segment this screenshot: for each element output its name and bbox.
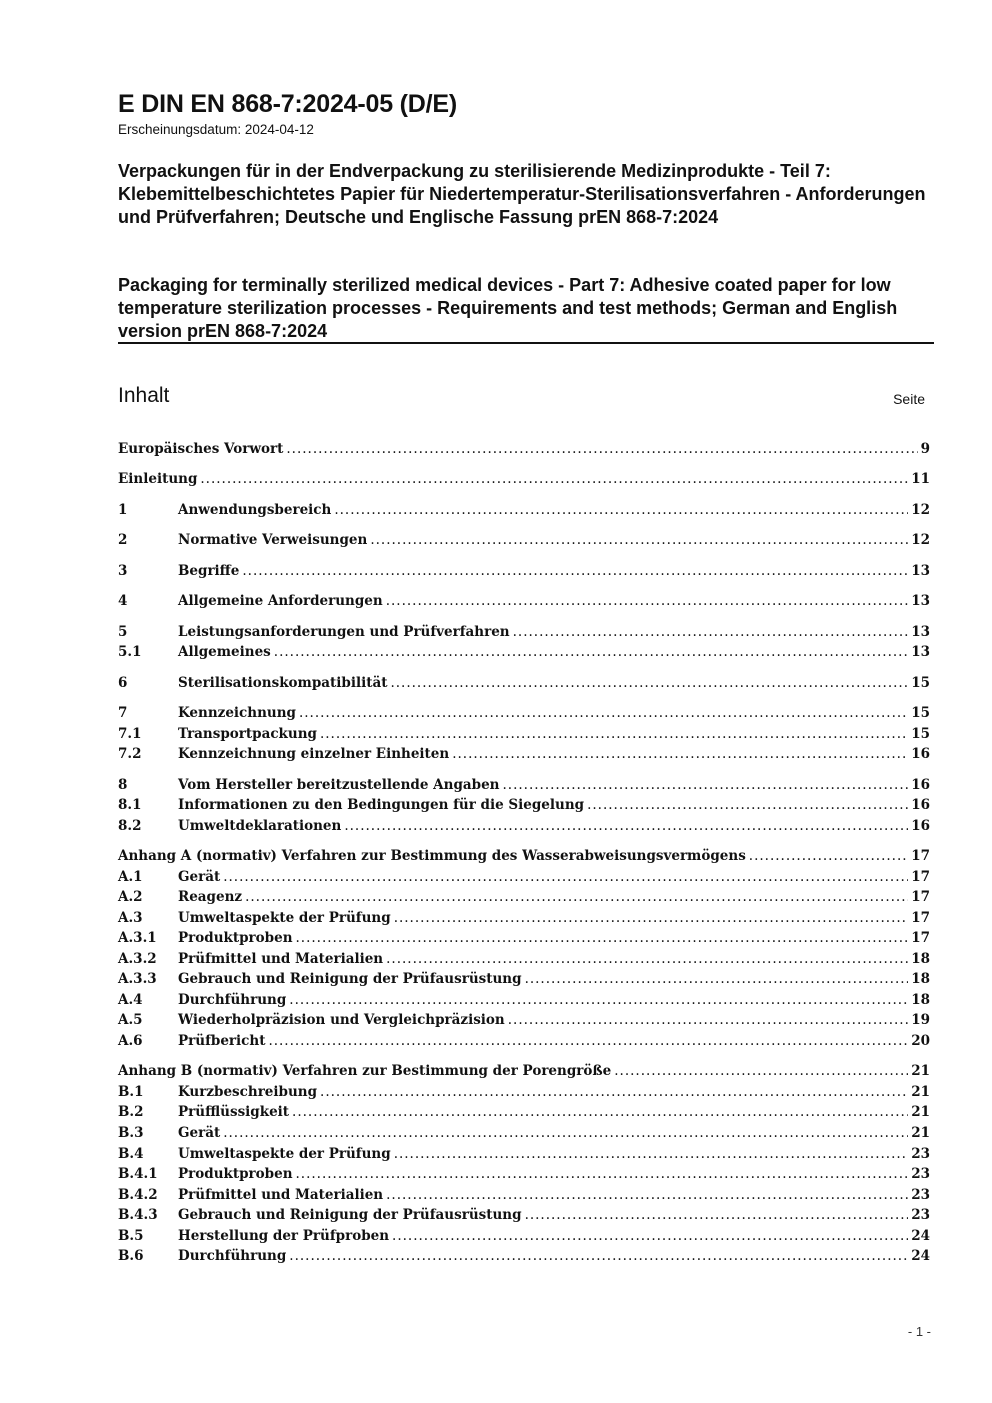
toc-dot-leader xyxy=(386,951,908,967)
toc-entry-number: 6 xyxy=(118,675,128,691)
toc-entry-title: Reagenz xyxy=(178,889,243,905)
toc-entry-title: Herstellung der Prüfproben xyxy=(178,1228,390,1244)
toc-entry-number: 3 xyxy=(118,563,128,579)
title-german: Verpackungen für in der Endverpackung zu sterilisierende Medizinprodukte - Teil 7: Klebemittelbeschichtetes Papier für Niedertemperatur-Sterilisationsverfahren - Anforderungen und Prüfverfahren; Deutsche und Englische Fassung prEN 868-7:2024 xyxy=(118,161,926,227)
toc-entry-page: 16 xyxy=(911,746,930,762)
toc-entry[interactable] xyxy=(118,593,930,613)
toc-entry[interactable] xyxy=(118,705,930,725)
toc-dot-leader xyxy=(344,818,908,834)
document-id: E DIN EN 868-7:2024-05 (D/E) xyxy=(118,90,457,118)
toc-entry[interactable] xyxy=(118,869,930,889)
toc-entry-page: 21 xyxy=(911,1063,930,1079)
toc-entry-title: Begriffe xyxy=(178,563,240,579)
toc-dot-leader xyxy=(296,1166,909,1182)
toc-entry-number: B.1 xyxy=(118,1084,144,1100)
toc-dot-leader xyxy=(289,992,908,1008)
toc-entry[interactable] xyxy=(118,726,930,746)
toc-entry-number: 7 xyxy=(118,705,128,721)
toc-entry[interactable] xyxy=(118,675,930,695)
toc-entry[interactable] xyxy=(118,797,930,817)
toc-dot-leader xyxy=(386,1187,908,1203)
toc-dot-leader xyxy=(513,624,909,640)
toc-entry-number: 4 xyxy=(118,593,128,609)
toc-entry-title: Kurzbeschreibung xyxy=(178,1084,318,1100)
toc-entry[interactable] xyxy=(118,1125,930,1145)
toc-dot-leader xyxy=(268,1033,908,1049)
toc-entry[interactable] xyxy=(118,1146,930,1166)
toc-dot-leader xyxy=(299,705,908,721)
toc-entry-number: A.5 xyxy=(118,1012,143,1028)
toc-entry-page: 13 xyxy=(911,624,930,640)
toc-dot-leader xyxy=(508,1012,908,1028)
toc-entry-number: 7.2 xyxy=(118,746,142,762)
toc-entry-page: 12 xyxy=(911,532,930,548)
toc-dot-leader xyxy=(614,1063,908,1079)
toc-entry[interactable] xyxy=(118,746,930,766)
toc-entry-number: 1 xyxy=(118,502,128,518)
toc-dot-leader xyxy=(386,593,909,609)
toc-dot-leader xyxy=(525,1207,909,1223)
toc-entry-number: A.3.2 xyxy=(118,951,157,967)
toc-dot-leader xyxy=(296,930,909,946)
toc-entry[interactable] xyxy=(118,1187,930,1207)
title-english: Packaging for terminally sterilized medical devices - Part 7: Adhesive coated paper for low temperature sterilization processes - Requirements and test methods; German and English version prEN 868-7:2024 xyxy=(118,275,898,341)
toc-entry-title: Umweltaspekte der Prüfung xyxy=(178,910,391,926)
toc-entry[interactable] xyxy=(118,1207,930,1227)
toc-entry-page: 15 xyxy=(911,675,930,691)
toc-entry-number: 8.2 xyxy=(118,818,142,834)
toc-entry-page: 23 xyxy=(911,1187,930,1203)
toc-entry-number: B.3 xyxy=(118,1125,144,1141)
toc-dot-leader xyxy=(292,1104,908,1120)
toc-entry[interactable] xyxy=(118,848,930,868)
toc-entry-page: 17 xyxy=(911,848,930,864)
toc-entry-page: 18 xyxy=(911,971,930,987)
toc-entry-page: 18 xyxy=(911,951,930,967)
toc-entry-page: 13 xyxy=(911,563,930,579)
toc-entry-title: Allgemeines xyxy=(178,644,271,660)
toc-entry-title: Normative Verweisungen xyxy=(178,532,368,548)
toc-entry-title: Prüfmittel und Materialien xyxy=(178,951,384,967)
toc-entry[interactable] xyxy=(118,777,930,797)
toc-entry-page: 23 xyxy=(911,1207,930,1223)
toc-entry-page: 24 xyxy=(911,1248,930,1264)
toc-entry-page: 19 xyxy=(911,1012,930,1028)
toc-dot-leader xyxy=(274,644,908,660)
toc-entry-number: B.6 xyxy=(118,1248,144,1264)
toc-entry-title: Transportpackung xyxy=(178,726,317,742)
toc-entry-number: A.3.1 xyxy=(118,930,157,946)
toc-entry-number: 8.1 xyxy=(118,797,142,813)
toc-entry-page: 16 xyxy=(911,797,930,813)
toc-entry-number: 7.1 xyxy=(118,726,142,742)
toc-entry-number: 5 xyxy=(118,624,128,640)
toc-entry-page: 17 xyxy=(911,869,930,885)
toc-entry-page: 9 xyxy=(920,441,930,457)
toc-entry[interactable] xyxy=(118,1033,930,1053)
toc-entry-title: Gerät xyxy=(178,1125,221,1141)
toc-entry-title: Umweltdeklarationen xyxy=(178,818,342,834)
toc-entry[interactable] xyxy=(118,1248,930,1268)
toc-entry[interactable] xyxy=(118,1084,930,1104)
toc-entry[interactable] xyxy=(118,441,930,461)
toc-entry[interactable] xyxy=(118,992,930,1012)
toc-dot-leader xyxy=(200,471,908,487)
toc-entry-title: Prüfbericht xyxy=(178,1033,266,1049)
toc-entry-number: B.4 xyxy=(118,1146,144,1162)
toc-entry-title: Kennzeichnung einzelner Einheiten xyxy=(178,746,450,762)
toc-entry-title: Produktproben xyxy=(178,1166,293,1182)
toc-entry-title: Leistungsanforderungen und Prüfverfahren xyxy=(178,624,510,640)
toc-entry[interactable] xyxy=(118,910,930,930)
toc-dot-leader xyxy=(390,675,908,691)
toc-entry-title: Umweltaspekte der Prüfung xyxy=(178,1146,391,1162)
toc-dot-leader xyxy=(242,563,908,579)
toc-entry-page: 20 xyxy=(911,1033,930,1049)
toc-entry-page: 11 xyxy=(911,471,930,487)
toc-entry-number: A.1 xyxy=(118,869,143,885)
toc-entry-page: 12 xyxy=(911,502,930,518)
toc-entry-page: 17 xyxy=(911,910,930,926)
toc-dot-leader xyxy=(223,869,908,885)
toc-entry-page: 13 xyxy=(911,593,930,609)
toc-entry-title: Informationen zu den Bedingungen für die Siegelung xyxy=(178,797,585,813)
footer-page-number: - 1 - xyxy=(907,1324,931,1339)
toc-entry-title: Gerät xyxy=(178,869,221,885)
toc-dot-leader xyxy=(320,726,908,742)
toc-entry-page: 16 xyxy=(911,818,930,834)
toc-dot-leader xyxy=(502,777,908,793)
toc-entry-title: Kennzeichnung xyxy=(178,705,296,721)
toc-entry[interactable] xyxy=(118,563,930,583)
toc-entry[interactable] xyxy=(118,532,930,552)
toc-entry-number: B.4.2 xyxy=(118,1187,158,1203)
toc-dot-leader xyxy=(370,532,908,548)
toc-entry-page: 17 xyxy=(911,930,930,946)
toc-dot-leader xyxy=(245,889,908,905)
toc-entry-number: A.3.3 xyxy=(118,971,157,987)
toc-entry-page: 21 xyxy=(911,1125,930,1141)
toc-entry-title: Europäisches Vorwort xyxy=(118,441,284,457)
toc-dot-leader xyxy=(320,1084,908,1100)
toc-entry[interactable] xyxy=(118,471,930,491)
toc-entry-number: B.5 xyxy=(118,1228,144,1244)
toc-entry-page: 21 xyxy=(911,1104,930,1120)
toc-entry[interactable] xyxy=(118,971,930,991)
toc-dot-leader xyxy=(289,1248,908,1264)
toc-dot-leader xyxy=(587,797,908,813)
toc-entry-number: A.2 xyxy=(118,889,143,905)
toc-entry-page: 18 xyxy=(911,992,930,1008)
toc-dot-leader xyxy=(525,971,909,987)
toc-entry-title: Anhang A (normativ) Verfahren zur Bestimmung des Wasserabweisungsvermögens xyxy=(118,848,746,864)
title-divider xyxy=(118,342,934,344)
toc-dot-leader xyxy=(749,848,908,864)
toc-entry-title: Durchführung xyxy=(178,992,287,1008)
toc-dot-leader xyxy=(223,1125,908,1141)
toc-entry-page: 21 xyxy=(911,1084,930,1100)
toc-page-column-label: Seite xyxy=(893,391,925,407)
toc-dot-leader xyxy=(286,441,917,457)
toc-entry-page: 13 xyxy=(911,644,930,660)
toc-entry-number: A.6 xyxy=(118,1033,143,1049)
toc-entry-page: 23 xyxy=(911,1146,930,1162)
toc-entry-number: B.4.3 xyxy=(118,1207,158,1223)
toc-entry[interactable] xyxy=(118,502,930,522)
toc-entry-title: Einleitung xyxy=(118,471,198,487)
toc-entry-title: Sterilisationskompatibilität xyxy=(178,675,388,691)
toc-entry-page: 15 xyxy=(911,726,930,742)
toc-entry[interactable] xyxy=(118,1228,930,1248)
toc-entry[interactable] xyxy=(118,644,930,664)
toc-dot-leader xyxy=(334,502,908,518)
toc-entry-number: 5.1 xyxy=(118,644,142,660)
toc-entry[interactable] xyxy=(118,1166,930,1186)
toc-entry-page: 23 xyxy=(911,1166,930,1182)
toc-entry-title: Anwendungsbereich xyxy=(178,502,332,518)
toc-entry-title: Wiederholpräzision und Vergleichpräzision xyxy=(178,1012,505,1028)
toc-entry-title: Gebrauch und Reinigung der Prüfausrüstung xyxy=(178,971,522,987)
toc-dot-leader xyxy=(394,910,909,926)
toc-entry-page: 15 xyxy=(911,705,930,721)
toc-entry-number: A.3 xyxy=(118,910,143,926)
toc-entry[interactable] xyxy=(118,951,930,971)
toc-entry-number: B.2 xyxy=(118,1104,144,1120)
toc-entry-title: Durchführung xyxy=(178,1248,287,1264)
publication-date: Erscheinungsdatum: 2024-04-12 xyxy=(118,122,314,137)
toc-entry[interactable] xyxy=(118,889,930,909)
toc-entry-title: Allgemeine Anforderungen xyxy=(178,593,383,609)
toc-entry-title: Prüfflüssigkeit xyxy=(178,1104,290,1120)
toc-entry-page: 17 xyxy=(911,889,930,905)
toc-dot-leader xyxy=(452,746,908,762)
toc-entry-title: Gebrauch und Reinigung der Prüfausrüstung xyxy=(178,1207,522,1223)
toc-entry-page: 16 xyxy=(911,777,930,793)
toc-entry-title: Anhang B (normativ) Verfahren zur Bestimmung der Porengröße xyxy=(118,1063,612,1079)
toc-entry[interactable] xyxy=(118,818,930,838)
toc-entry[interactable] xyxy=(118,930,930,950)
toc-entry-number: B.4.1 xyxy=(118,1166,158,1182)
toc-entry[interactable] xyxy=(118,624,930,644)
toc-dot-leader xyxy=(394,1146,909,1162)
toc-entry[interactable] xyxy=(118,1012,930,1032)
toc-entry-number: 2 xyxy=(118,532,128,548)
toc-entry-title: Prüfmittel und Materialien xyxy=(178,1187,384,1203)
toc-dot-leader xyxy=(392,1228,908,1244)
toc-entry[interactable] xyxy=(118,1104,930,1124)
toc-entry-title: Vom Hersteller bereitzustellende Angaben xyxy=(178,777,500,793)
toc-entry-title: Produktproben xyxy=(178,930,293,946)
toc-entry-number: A.4 xyxy=(118,992,143,1008)
toc-entry-number: 8 xyxy=(118,777,128,793)
toc-heading: Inhalt xyxy=(118,384,170,407)
toc-entry-page: 24 xyxy=(911,1228,930,1244)
toc-entry[interactable] xyxy=(118,1063,930,1083)
